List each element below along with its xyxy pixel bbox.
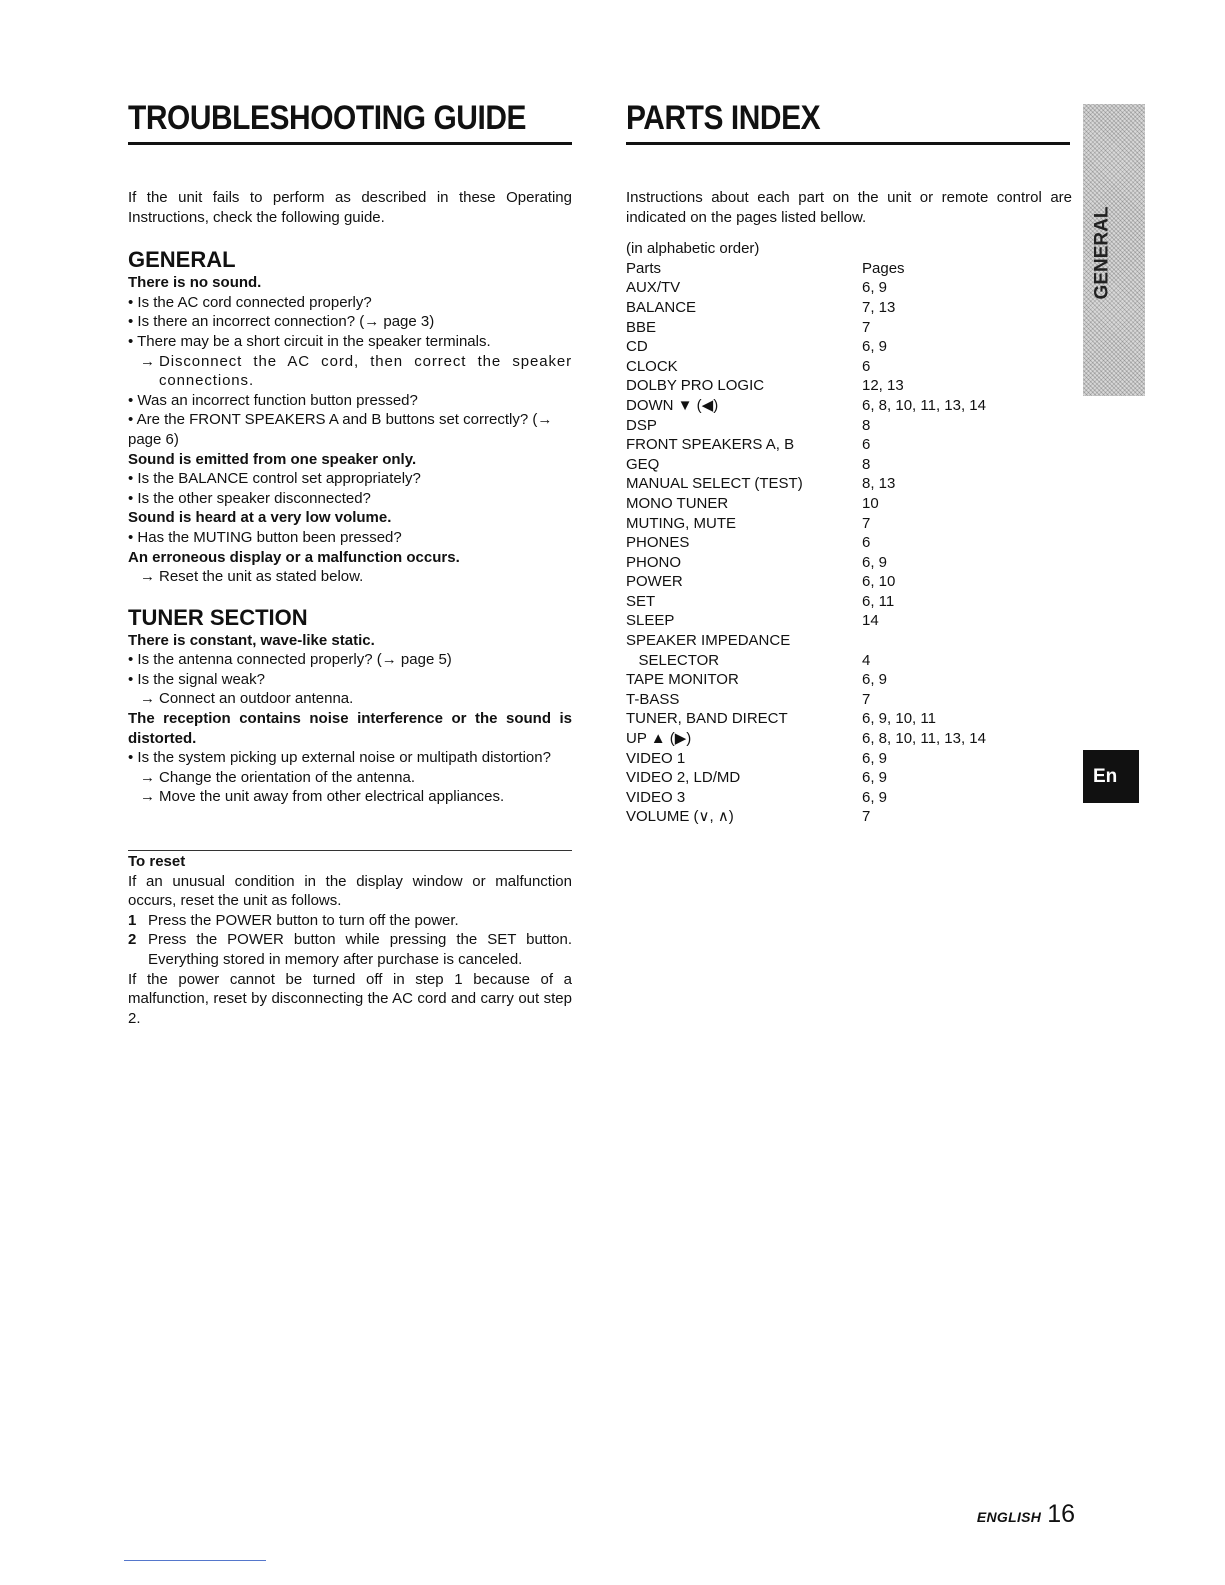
part-name: VOLUME (∨, ∧): [626, 808, 734, 826]
parts-intro: Instructions about each part on the unit or remote control are indicated on the pages listed bellow.: [626, 189, 1072, 226]
part-name: GEQ: [626, 455, 660, 473]
parts-row: [626, 533, 1072, 553]
list-item: • Is the antenna connected properly? (→ page 5): [128, 651, 452, 669]
part-pages: 7: [862, 514, 871, 532]
parts-row: [626, 651, 1072, 671]
part-name: MUTING, MUTE: [626, 514, 736, 532]
part-pages: 8, 13: [862, 475, 896, 493]
language-tab: En: [1083, 750, 1139, 803]
parts-row: [626, 631, 1072, 651]
action-text: Reset the unit as stated below.: [159, 568, 364, 586]
parts-row: [626, 278, 1072, 298]
part-name: T-BASS: [626, 690, 680, 708]
bottom-mark: [124, 1560, 266, 1561]
action-text: Connect an outdoor antenna.: [159, 690, 354, 708]
part-name: VIDEO 2, LD/MD: [626, 769, 741, 787]
part-pages: 10: [862, 494, 879, 512]
parts-row: [626, 572, 1072, 592]
part-pages: 8: [862, 416, 871, 434]
part-pages: 7: [862, 808, 871, 826]
part-name: PHONO: [626, 553, 682, 571]
part-pages: 14: [862, 612, 879, 630]
part-pages: 6, 8, 10, 11, 13, 14: [862, 396, 986, 414]
part-name: SELECTOR: [626, 651, 720, 669]
part-name: DOWN ▼ (◀): [626, 396, 719, 414]
part-name: SET: [626, 592, 656, 610]
parts-row: [626, 494, 1072, 514]
step-number: 2: [128, 931, 137, 949]
parts-index-title: PARTS INDEX: [626, 99, 821, 137]
parts-row: [626, 788, 1072, 808]
part-pages: 6, 8, 10, 11, 13, 14: [862, 730, 986, 748]
part-name: FRONT SPEAKERS A, B: [626, 436, 795, 454]
parts-row: [626, 592, 1072, 612]
reset-divider: [128, 850, 572, 851]
part-name: CD: [626, 338, 648, 356]
list-item: • Was an incorrect function button pressed?: [128, 391, 418, 409]
question-one-speaker: Sound is emitted from one speaker only.: [128, 450, 417, 468]
part-name: SPEAKER IMPEDANCE: [626, 632, 791, 650]
part-pages: 6: [862, 436, 871, 454]
list-item: • Is there an incorrect connection? (→ page 3): [128, 313, 435, 331]
part-name: SLEEP: [626, 612, 675, 630]
section-tab-label: [1089, 206, 1115, 300]
reset-section: [128, 852, 572, 1028]
part-pages: 6: [862, 357, 871, 375]
part-name: TUNER, BAND DIRECT: [626, 710, 788, 728]
parts-header-row: [626, 259, 1072, 279]
action-item: [128, 768, 572, 788]
troubleshooting-column: [128, 188, 572, 807]
part-pages: 6, 9: [862, 671, 888, 689]
parts-row: [626, 611, 1072, 631]
parts-row: [626, 749, 1072, 769]
troubleshooting-intro: If the unit fails to perform as described in these Operating Instructions, check the following guide.: [128, 189, 572, 226]
list-item: • Is the system picking up external noise or multipath distortion?: [128, 749, 551, 767]
parts-row: [626, 435, 1072, 455]
section-tab-text: GENERAL: [1091, 206, 1112, 300]
reset-step: [128, 930, 572, 969]
part-pages: 6, 9: [862, 553, 888, 571]
parts-row: [626, 690, 1072, 710]
part-name: PHONES: [626, 534, 690, 552]
step-number: 1: [128, 911, 137, 929]
arrow-icon: →: [140, 788, 155, 806]
parts-index-column: [626, 188, 1072, 827]
list-item: • Are the FRONT SPEAKERS A and B buttons set correctly? (→ page 6): [128, 411, 553, 448]
part-pages: 8: [862, 455, 871, 473]
part-pages: 12, 13: [862, 377, 904, 395]
part-name: MANUAL SELECT (TEST): [626, 475, 803, 493]
part-name: VIDEO 3: [626, 788, 686, 806]
parts-row: [626, 298, 1072, 318]
part-pages: 7, 13: [862, 298, 896, 316]
question-erroneous-display: An erroneous display or a malfunction occurs.: [128, 548, 460, 566]
part-pages: 7: [862, 690, 871, 708]
parts-row: [626, 553, 1072, 573]
part-pages: 6: [862, 534, 871, 552]
list-item: • There may be a short circuit in the speaker terminals.: [128, 332, 491, 350]
action-text: Disconnect the AC cord, then correct the speaker connections.: [159, 352, 572, 390]
parts-row: [626, 670, 1072, 690]
part-pages: 6, 9: [862, 769, 888, 787]
action-text: Change the orientation of the antenna.: [159, 768, 416, 786]
part-pages: 6, 9: [862, 279, 888, 297]
action-text: Move the unit away from other electrical appliances.: [159, 788, 505, 806]
list-item: • Is the AC cord connected properly?: [128, 293, 372, 311]
list-item: • Is the signal weak?: [128, 670, 265, 688]
question-low-volume: Sound is heard at a very low volume.: [128, 509, 392, 527]
arrow-icon: →: [140, 568, 155, 586]
part-pages: 6, 9: [862, 788, 888, 806]
parts-row: [626, 807, 1072, 827]
step-text: Press the POWER button to turn off the power.: [148, 911, 459, 929]
part-name: DOLBY PRO LOGIC: [626, 377, 765, 395]
list-item: • Has the MUTING button been pressed?: [128, 528, 402, 546]
parts-row: [626, 709, 1072, 729]
question-noise: The reception contains noise interference or the sound is distorted.: [128, 710, 572, 747]
part-name: BBE: [626, 318, 657, 336]
parts-row: [626, 396, 1072, 416]
order-note: (in alphabetic order): [626, 240, 760, 258]
part-pages: 6, 9: [862, 338, 888, 356]
parts-row: [626, 318, 1072, 338]
reset-heading: To reset: [128, 853, 186, 870]
part-name: POWER: [626, 573, 683, 591]
action-item: [128, 567, 572, 587]
footer-language: ENGLISH: [976, 1509, 1042, 1525]
part-pages: 7: [862, 318, 871, 336]
tuner-heading: TUNER SECTION: [128, 604, 308, 630]
parts-row: [626, 376, 1072, 396]
part-pages: 6, 9, 10, 11: [862, 710, 936, 728]
part-pages: 6, 11: [862, 592, 895, 610]
part-pages: 6, 9: [862, 749, 888, 767]
title-rule-left: [128, 142, 572, 145]
part-pages: 6, 10: [862, 573, 896, 591]
question-static: There is constant, wave-like static.: [128, 631, 375, 649]
title-rule-right: [626, 142, 1070, 145]
arrow-icon: →: [140, 768, 155, 786]
general-heading: GENERAL: [128, 247, 236, 273]
troubleshooting-title: TROUBLESHOOTING GUIDE: [128, 99, 527, 137]
arrow-icon: →: [140, 352, 155, 370]
parts-row: [626, 768, 1072, 788]
part-name: TAPE MONITOR: [626, 671, 739, 689]
action-item: [128, 352, 572, 391]
reset-note: If the power cannot be turned off in step 1 because of a malfunction, reset by disconnecting the AC cord and carry out step 2.: [128, 970, 572, 1027]
part-name: UP ▲ (▶): [626, 730, 692, 748]
page-number: 16: [1047, 1500, 1075, 1528]
reset-intro: If an unusual condition in the display window or malfunction occurs, reset the unit as follows.: [128, 872, 572, 910]
part-name: MONO TUNER: [626, 494, 729, 512]
question-no-sound: There is no sound.: [128, 274, 262, 292]
action-item: [128, 787, 572, 807]
reset-step: [128, 911, 572, 931]
list-item: • Is the other speaker disconnected?: [128, 489, 371, 507]
parts-row: [626, 337, 1072, 357]
parts-row: [626, 416, 1072, 436]
part-name: BALANCE: [626, 298, 697, 316]
part-name: CLOCK: [626, 357, 678, 375]
action-item: [128, 689, 572, 709]
parts-row: [626, 514, 1072, 534]
part-name: VIDEO 1: [626, 749, 686, 767]
part-name: DSP: [626, 416, 657, 434]
parts-row: [626, 357, 1072, 377]
parts-list: [626, 278, 1072, 827]
col-pages-header: Pages: [862, 259, 905, 277]
page-footer: [977, 1500, 1075, 1529]
arrow-icon: →: [140, 690, 155, 708]
parts-row: [626, 474, 1072, 494]
part-pages: 4: [862, 651, 871, 669]
parts-row: [626, 455, 1072, 475]
parts-row: [626, 729, 1072, 749]
part-name: AUX/TV: [626, 279, 681, 297]
col-parts-header: Parts: [626, 259, 662, 277]
step-text: Press the POWER button while pressing the SET button. Everything stored in memory after purchase is canceled.: [148, 931, 572, 968]
list-item: • Is the BALANCE control set appropriately?: [128, 470, 421, 488]
